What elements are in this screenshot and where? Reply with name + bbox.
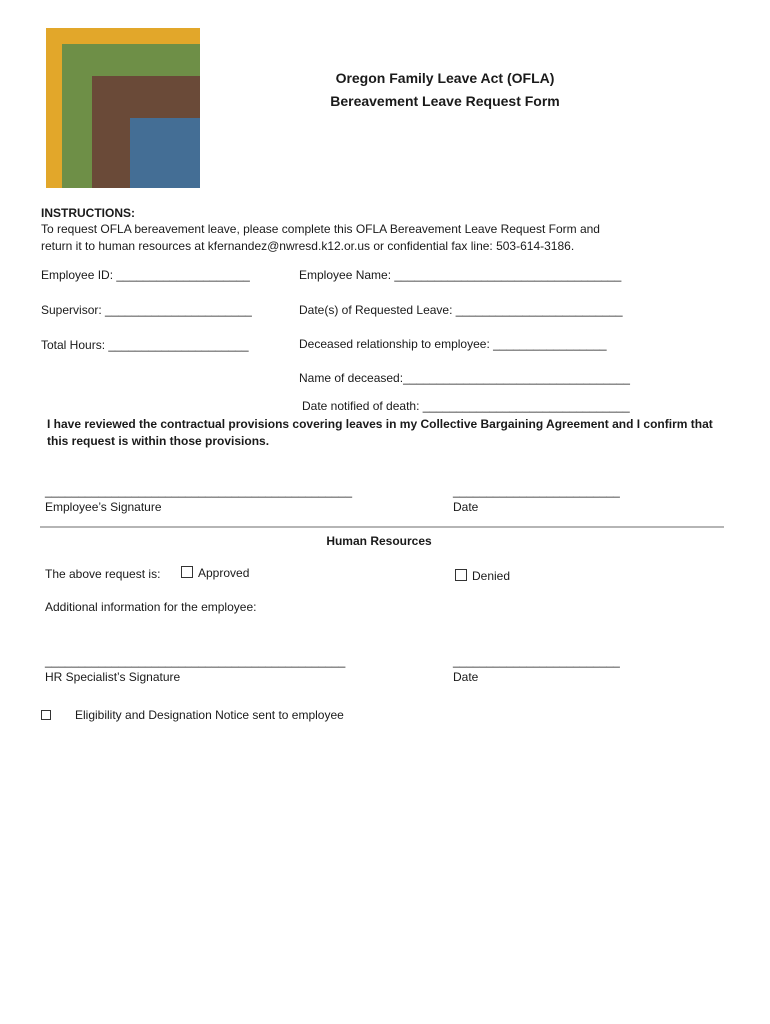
deceased-relationship-field[interactable]: Deceased relationship to employee: _________________ <box>299 337 607 351</box>
hr-signature-label: HR Specialist’s Signature <box>45 670 181 684</box>
denied-checkbox[interactable] <box>455 569 467 581</box>
additional-info-label: Additional information for the employee: <box>45 600 257 614</box>
acknowledgement-line1: I have reviewed the contractual provisions covering leaves in my Collective Bargaining Agreement and I confirm that <box>47 417 713 431</box>
employee-signature-line[interactable]: ______________________________________________ <box>45 484 352 498</box>
acknowledgement-line2: this request is within those provisions. <box>47 434 270 448</box>
instructions-text-line2: return it to human resources at kfernandez@nwresd.k12.or.us or confidential fax line: 503-614-3186. <box>41 239 575 253</box>
form-title-line1: Oregon Family Leave Act (OFLA) <box>335 70 555 86</box>
request-status-label: The above request is: <box>45 567 161 581</box>
deceased-name-field[interactable]: Name of deceased:__________________________________ <box>299 371 630 385</box>
instructions-heading: INSTRUCTIONS: <box>41 206 135 220</box>
employee-date-label: Date <box>453 500 479 514</box>
hr-signature-line[interactable]: _____________________________________________ <box>45 654 346 668</box>
employee-name-field[interactable]: Employee Name: __________________________________ <box>299 268 622 282</box>
form-title-line2: Bereavement Leave Request Form <box>330 93 560 109</box>
denied-label: Denied <box>472 569 511 583</box>
employee-signature-label: Employee’s Signature <box>45 500 162 514</box>
employee-id-field[interactable]: Employee ID: ____________________ <box>41 268 250 282</box>
approved-label: Approved <box>198 566 250 580</box>
hr-date-line[interactable]: _________________________ <box>453 654 620 668</box>
supervisor-field[interactable]: Supervisor: ______________________ <box>41 303 252 317</box>
approved-checkbox[interactable] <box>181 566 193 578</box>
total-hours-field[interactable]: Total Hours: _____________________ <box>41 338 249 352</box>
approved-option[interactable] <box>181 566 249 580</box>
hr-section-heading: Human Resources <box>326 534 432 548</box>
instructions-text-line1: To request OFLA bereavement leave, please complete this OFLA Bereavement Leave Request Form and <box>41 222 600 236</box>
date-notified-field[interactable]: Date notified of death: _______________________________ <box>302 399 630 413</box>
section-divider <box>40 526 724 528</box>
notice-option[interactable] <box>41 708 344 722</box>
logo-square-blue <box>130 118 200 188</box>
notice-checkbox[interactable] <box>41 710 51 720</box>
notice-label: Eligibility and Designation Notice sent to employee <box>75 708 344 722</box>
employee-date-line[interactable]: _________________________ <box>453 484 620 498</box>
requested-dates-field[interactable]: Date(s) of Requested Leave: _________________________ <box>299 303 623 317</box>
denied-option[interactable] <box>455 569 510 583</box>
hr-date-label: Date <box>453 670 479 684</box>
